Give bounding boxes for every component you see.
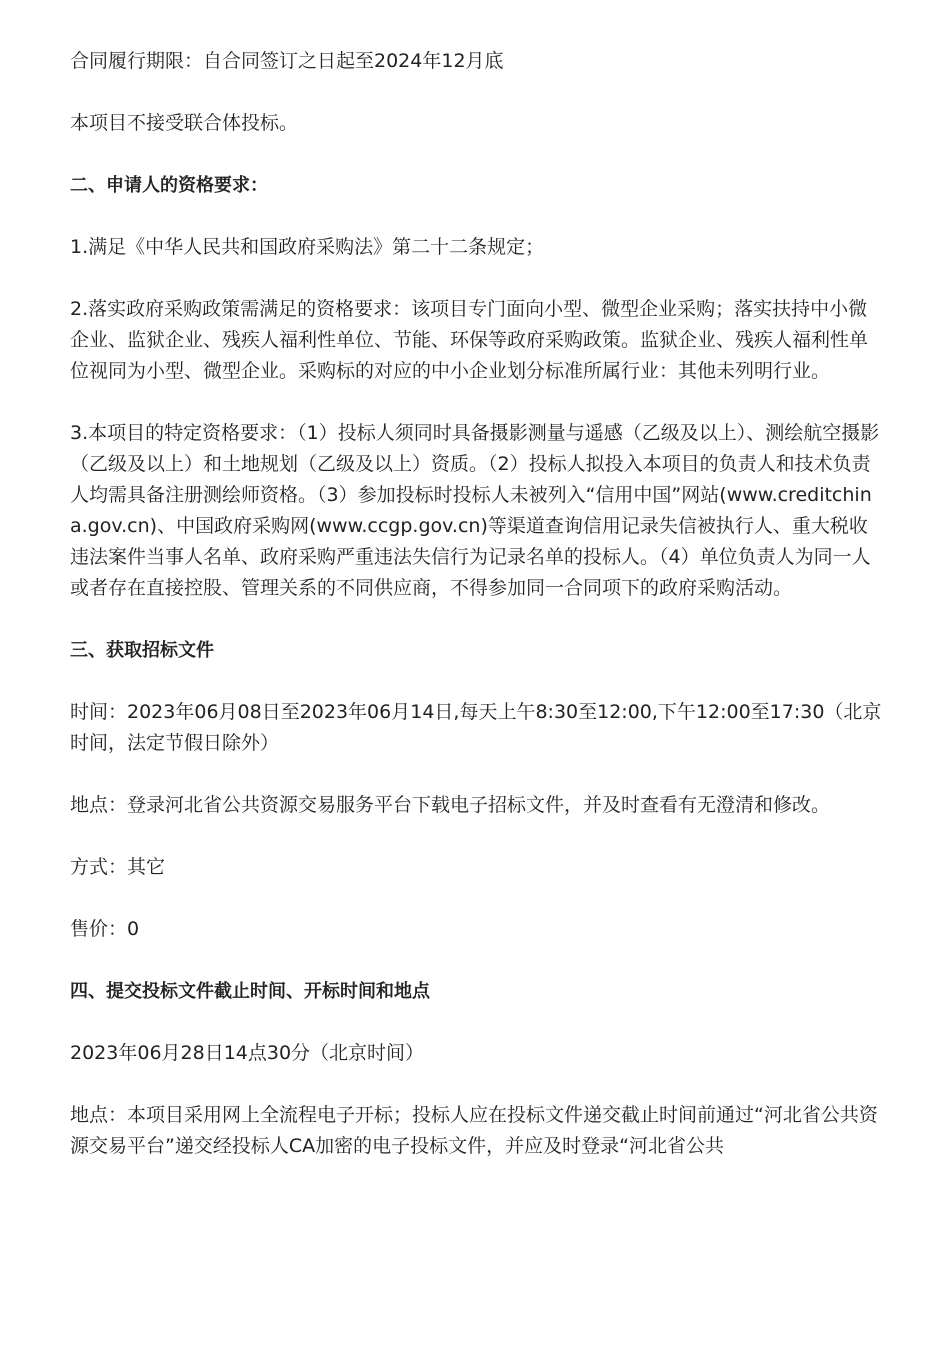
deadline-time: 2023年06月28日14点30分（北京时间） [70,1042,425,1064]
qualification-item-2: 2.落实政府采购政策需满足的资格要求：该项目专门面向小型、微型企业采购；落实扶持中小微企业、监狱企业、残疾人福利性单位、节能、环保等政府采购政策。监狱企业、残疾人福利性单位视同为小型、微型企业。采购标的对应的中小企业划分标准所属行业：其他未列明行业。 [70,298,869,382]
qualification-item-1: 1.满足《中华人民共和国政府采购法》第二十二条规定； [70,236,545,258]
opening-location: 地点：本项目采用网上全流程电子开标；投标人应在投标文件递交截止时间前通过“河北省公共资源交易平台”递交经投标人CA加密的电子投标文件，并应及时登录“河北省公共 [70,1104,878,1157]
obtain-time: 时间：2023年06月08日至2023年06月14日,每天上午8:30至12:00,下午12:00至17:30（北京时间，法定节假日除外） [70,701,882,754]
section-heading-deadline: 四、提交投标文件截止时间、开标时间和地点 [70,981,430,1002]
obtain-method: 方式：其它 [70,856,166,878]
contract-period: 合同履行期限：自合同签订之日起至2024年12月底 [70,50,504,72]
qualification-item-3: 3.本项目的特定资格要求：（1）投标人须同时具备摄影测量与遥感（乙级及以上）、测绘航空摄影（乙级及以上）和土地规划（乙级及以上）资质。（2）投标人拟投入本项目的负责人和技术负责人均需具备注册测绘师资格。（3）参加投标时投标人未被列入“信用中国”网站(www.creditchina.gov.cn)、中国政府采购网(www.ccgp.gov.cn)等渠道查询信用记录失信被执行人、重大税收违法案件当事人名单、政府采购严重违法失信行为记录名单的投标人。（4）单位负责人为同一人或者存在直接控股、管理关系的不同供应商，不得参加同一合同项下的政府采购活动。 [70,422,880,599]
consortium-note: 本项目不接受联合体投标。 [70,112,299,134]
obtain-price: 售价：0 [70,918,140,940]
obtain-location: 地点：登录河北省公共资源交易服务平台下载电子招标文件，并及时查看有无澄清和修改。 [70,794,831,816]
document-page [70,46,882,1193]
section-heading-qualifications: 二、申请人的资格要求： [70,175,268,196]
section-heading-obtain-documents: 三、获取招标文件 [70,640,214,661]
